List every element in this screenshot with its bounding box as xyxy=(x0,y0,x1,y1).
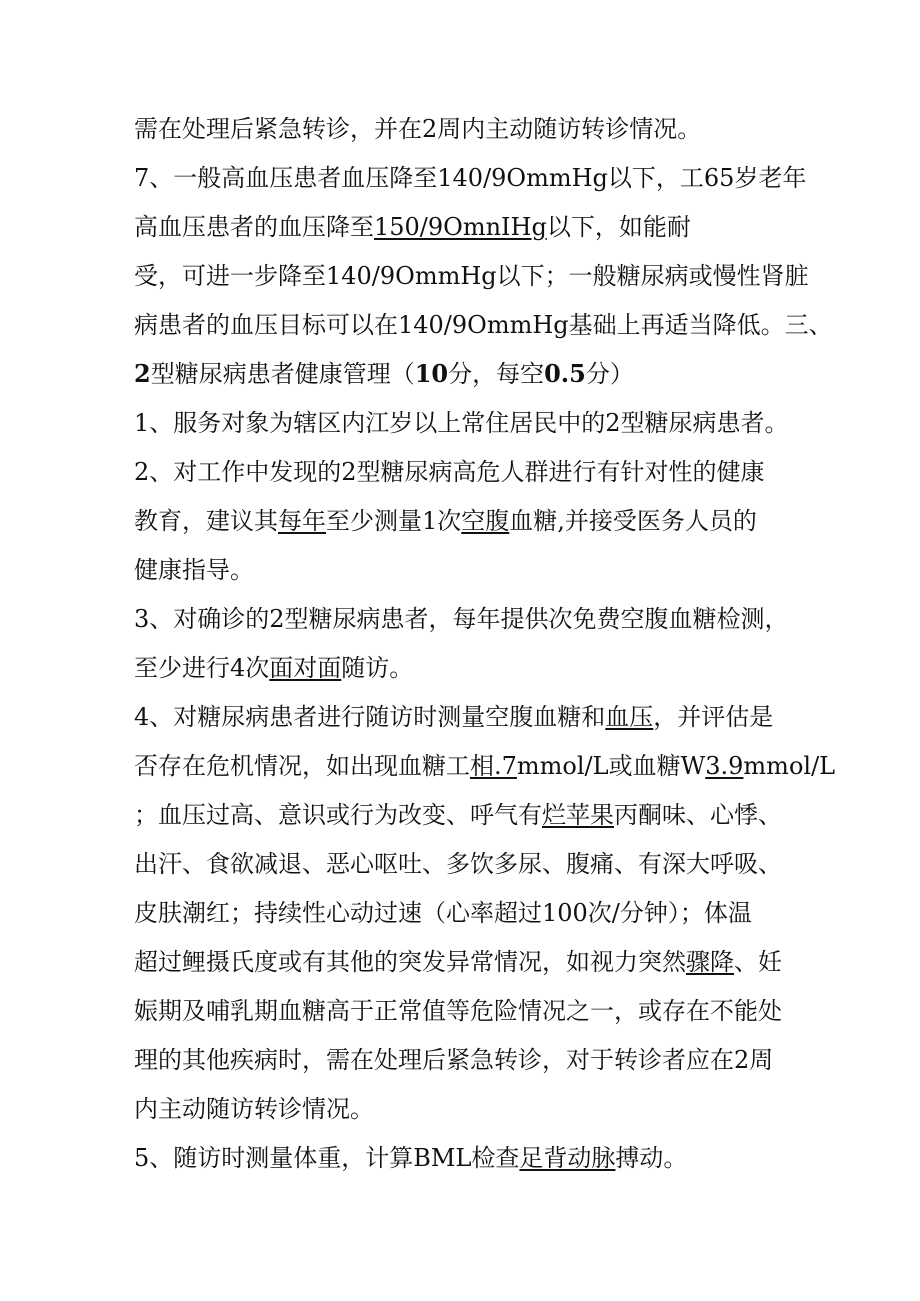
text-line xyxy=(134,106,701,152)
text-run: 高血压患者的血压降至 xyxy=(134,213,374,241)
text-line xyxy=(134,939,782,985)
text-run: 娠期及哺乳期血糖高于正常值等危险情况之一，或存在不能处 xyxy=(134,997,782,1025)
text-line xyxy=(134,694,773,740)
text-run: mmol/L或血糖W xyxy=(516,752,706,780)
bold-text: 0.5 xyxy=(544,359,586,388)
text-line xyxy=(134,155,806,201)
text-line xyxy=(134,645,413,691)
text-run: 7、一般高血压患者血压降至140/9OmmHg以下，工65岁老年 xyxy=(134,164,807,192)
underlined-text: 血压 xyxy=(605,703,654,731)
underlined-text: 空腹 xyxy=(461,507,510,535)
bold-text: 2 xyxy=(134,359,151,388)
underlined-text: 烂苹果 xyxy=(542,801,614,829)
text-line xyxy=(134,743,835,789)
text-run: 3、对确诊的2型糖尿病患者，每年提供次免费空腹血糖检测， xyxy=(134,605,789,633)
bold-text: 10 xyxy=(414,359,449,388)
text-line xyxy=(134,792,782,838)
underlined-text: 足背动脉 xyxy=(519,1144,616,1172)
text-run: 病患者的血压目标可以在140/9OmmHg基础上再适当降低。三、 xyxy=(134,311,833,339)
underlined-text: 每年 xyxy=(278,507,326,535)
text-run: 受，可进一步降至140/9OmmHg以下；一般糖尿病或慢性肾脏 xyxy=(134,262,809,290)
text-run: 1、服务对象为辖区内江岁以上常住居民中的2型糖尿病患者。 xyxy=(134,409,789,437)
text-line xyxy=(134,841,782,887)
text-line xyxy=(134,988,782,1034)
text-run: 否存在危机情况，如出现血糖工 xyxy=(134,752,470,780)
text-run: ，并评估是 xyxy=(653,703,774,731)
text-run: 皮肤潮红；持续性心动过速（心率超过100次/分钟）；体温 xyxy=(134,899,752,927)
text-line xyxy=(134,302,833,348)
text-run: 健康指导。 xyxy=(134,556,254,584)
text-run: 型糖尿病患者健康管理（ xyxy=(150,360,415,388)
text-run: 搏动。 xyxy=(615,1144,688,1172)
text-run: 丙酮味、心悸、 xyxy=(614,801,782,829)
text-line xyxy=(134,547,254,593)
text-run: 至少测量1次 xyxy=(326,507,462,535)
text-run: 需在处理后紧急转诊，并在2周内主动随访转诊情况。 xyxy=(134,115,702,143)
section-heading xyxy=(134,351,634,397)
text-run: mmol/L xyxy=(743,752,836,780)
text-line xyxy=(134,449,765,495)
text-line xyxy=(134,1135,687,1181)
underlined-text: 3.9 xyxy=(705,752,744,780)
text-line xyxy=(134,890,752,936)
text-run: 、妊 xyxy=(734,948,782,976)
text-run: 以下，如能耐 xyxy=(546,213,691,241)
text-run: 分，每空 xyxy=(448,360,545,388)
underlined-text: 150/9OmnIHg xyxy=(374,213,547,241)
text-line xyxy=(134,400,789,446)
text-line xyxy=(134,253,809,299)
text-line xyxy=(134,204,691,250)
text-run: 4、对糖尿病患者进行随访时测量空腹血糖和 xyxy=(134,703,606,731)
text-run: 5、随访时测量体重，计算BML检查 xyxy=(134,1144,520,1172)
text-run: 内主动随访转诊情况。 xyxy=(134,1095,374,1123)
text-line xyxy=(134,596,789,642)
underlined-text: 面对面 xyxy=(269,654,342,682)
underlined-text: 骤降 xyxy=(686,948,734,976)
underlined-text: 相.7 xyxy=(470,752,517,780)
text-run: 教育，建议其 xyxy=(134,507,278,535)
text-line xyxy=(134,1086,374,1132)
text-run: 出汗、食欲减退、恶心呕吐、多饮多尿、腹痛、有深大呼吸、 xyxy=(134,850,782,878)
text-run: 2、对工作中发现的2型糖尿病高危人群进行有针对性的健康 xyxy=(134,458,765,486)
text-run: 血糖,并接受医务人员的 xyxy=(509,507,757,535)
text-run: 超过鲤摄氏度或有其他的突发异常情况，如视力突然 xyxy=(134,948,686,976)
text-line xyxy=(134,498,757,544)
text-run: 分） xyxy=(585,360,634,388)
text-run: 理的其他疾病时，需在处理后紧急转诊，对于转诊者应在2周 xyxy=(134,1046,774,1074)
text-line xyxy=(134,1037,773,1083)
text-run: ；血压过高、意识或行为改变、呼气有 xyxy=(134,801,542,829)
text-run: 至少进行4次 xyxy=(134,654,270,682)
text-run: 随访。 xyxy=(341,654,414,682)
